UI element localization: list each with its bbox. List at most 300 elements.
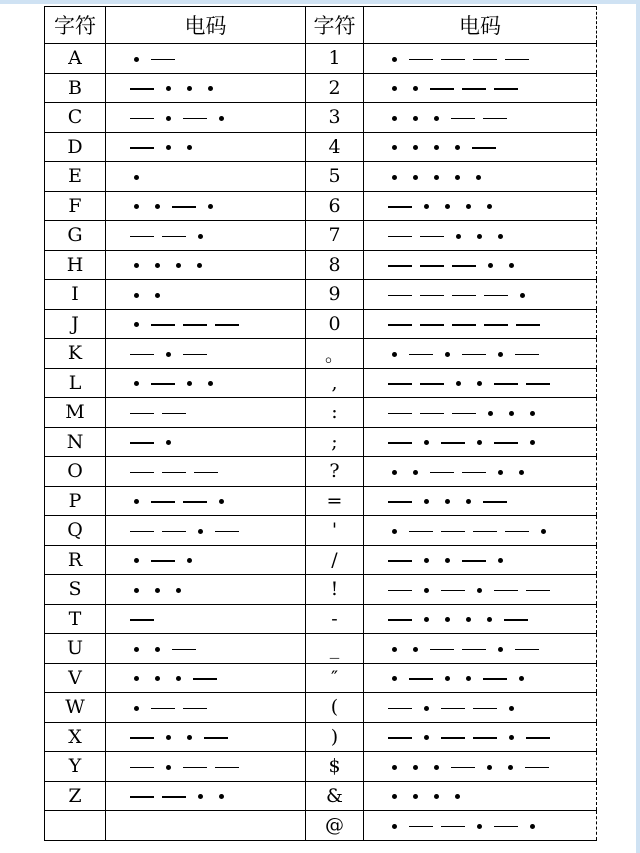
morse-dash: [183, 118, 207, 120]
morse-dot: [424, 706, 429, 711]
char-cell-right: 8: [306, 250, 364, 280]
morse-cell-right: [364, 339, 597, 369]
morse-dot: [392, 145, 397, 150]
char-cell-left: U: [45, 634, 106, 664]
morse-dash: [420, 383, 444, 385]
char-cell-left: B: [45, 73, 106, 103]
char-cell-left: J: [45, 309, 106, 339]
morse-dash: [130, 236, 154, 238]
char-cell-right: /: [306, 545, 364, 575]
morse-dash: [172, 649, 196, 651]
morse-dash: [388, 737, 412, 739]
table-row: [45, 368, 597, 398]
morse-dash: [452, 413, 476, 415]
morse-dot: [392, 794, 397, 799]
morse-dash: [452, 295, 476, 297]
morse-cell-left: [106, 663, 306, 693]
morse-cell-right: [364, 486, 597, 516]
morse-cell-right: [364, 280, 597, 310]
morse-dot: [424, 499, 429, 504]
morse-dot: [498, 647, 503, 652]
morse-dash: [441, 737, 465, 739]
morse-dash: [409, 826, 433, 828]
morse-dash: [441, 590, 465, 592]
morse-dot: [487, 617, 492, 622]
morse-dash: [525, 767, 549, 769]
morse-dash: [204, 737, 228, 739]
morse-dot: [530, 824, 535, 829]
morse-dash: [388, 206, 412, 208]
char-cell-left: A: [45, 44, 106, 74]
morse-cell-left: [106, 398, 306, 428]
char-cell-left: Z: [45, 781, 106, 811]
morse-dot: [134, 322, 139, 327]
morse-dash: [183, 324, 207, 326]
morse-dash: [388, 295, 412, 297]
morse-dot: [134, 381, 139, 386]
char-cell-left: G: [45, 221, 106, 251]
table-header-row: [45, 7, 597, 44]
table-row: [45, 457, 597, 487]
morse-dot: [392, 352, 397, 357]
morse-cell-left: [106, 339, 306, 369]
char-cell-right: ?: [306, 457, 364, 487]
char-cell-right: 7: [306, 221, 364, 251]
morse-dash: [420, 236, 444, 238]
morse-dash: [515, 354, 539, 356]
morse-dash: [516, 324, 540, 326]
morse-dash: [473, 708, 497, 710]
morse-dash: [420, 413, 444, 415]
morse-dash: [420, 324, 444, 326]
morse-dash: [505, 59, 529, 61]
morse-dot: [424, 735, 429, 740]
table-row: [45, 811, 597, 841]
table-row: [45, 73, 597, 103]
morse-dash: [151, 560, 175, 562]
morse-dash: [388, 708, 412, 710]
table-row: [45, 132, 597, 162]
char-cell-left: X: [45, 722, 106, 752]
char-cell-right: 9: [306, 280, 364, 310]
morse-dash: [452, 324, 476, 326]
morse-cell-left: [106, 634, 306, 664]
morse-dot: [424, 588, 429, 593]
morse-cell-right: [364, 132, 597, 162]
morse-cell-left: [106, 604, 306, 634]
morse-dash: [441, 826, 465, 828]
morse-cell-left: [106, 250, 306, 280]
morse-dash: [441, 708, 465, 710]
morse-dot: [455, 794, 460, 799]
morse-dot: [208, 381, 213, 386]
morse-cell-right: [364, 221, 597, 251]
morse-dot: [455, 175, 460, 180]
morse-dot: [176, 588, 181, 593]
morse-dot: [413, 116, 418, 121]
char-cell-left: W: [45, 693, 106, 723]
morse-dot: [413, 470, 418, 475]
morse-dash: [462, 88, 486, 90]
morse-cell-right: [364, 191, 597, 221]
morse-dash: [183, 501, 207, 503]
table-row: [45, 162, 597, 192]
morse-cell-left: [106, 516, 306, 546]
char-cell-left: F: [45, 191, 106, 221]
morse-dash: [494, 826, 518, 828]
morse-cell-left: [106, 44, 306, 74]
morse-cell-left: [106, 781, 306, 811]
table-row: [45, 604, 597, 634]
morse-dot: [498, 352, 503, 357]
morse-dot: [541, 529, 546, 534]
morse-dot: [166, 116, 171, 121]
char-cell-left: N: [45, 427, 106, 457]
morse-dot: [134, 706, 139, 711]
frame-right-border: [636, 0, 640, 853]
morse-dot: [466, 204, 471, 209]
morse-dot: [413, 175, 418, 180]
morse-dash: [409, 531, 433, 533]
morse-dash: [215, 324, 239, 326]
morse-dot: [166, 765, 171, 770]
morse-dot: [155, 588, 160, 593]
char-cell-left: D: [45, 132, 106, 162]
char-cell-left: V: [45, 663, 106, 693]
morse-dot: [530, 411, 535, 416]
morse-cell-left: [106, 545, 306, 575]
table-row: [45, 339, 597, 369]
table-row: [45, 280, 597, 310]
morse-dash: [494, 442, 518, 444]
morse-dash: [451, 767, 475, 769]
morse-dash: [505, 531, 529, 533]
table-row: [45, 781, 597, 811]
morse-cell-left: [106, 486, 306, 516]
morse-dot: [488, 411, 493, 416]
morse-dash: [504, 619, 528, 621]
morse-dot: [466, 617, 471, 622]
char-cell-right: ;: [306, 427, 364, 457]
morse-dash: [441, 442, 465, 444]
table-row: [45, 663, 597, 693]
char-cell-left: R: [45, 545, 106, 575]
char-cell-left: L: [45, 368, 106, 398]
morse-dash: [215, 767, 239, 769]
morse-cell-right: [364, 103, 597, 133]
morse-dot: [392, 765, 397, 770]
table-body: [45, 44, 597, 841]
morse-cell-right: [364, 752, 597, 782]
morse-dash: [172, 206, 196, 208]
morse-dash: [472, 147, 496, 149]
morse-cell-left: [106, 575, 306, 605]
morse-dash: [130, 147, 154, 149]
morse-dot: [176, 676, 181, 681]
morse-dot: [166, 440, 171, 445]
morse-cell-left: [106, 722, 306, 752]
morse-dot: [488, 263, 493, 268]
morse-dash: [130, 354, 154, 356]
morse-dash: [420, 265, 444, 267]
morse-dash: [494, 590, 518, 592]
morse-cell-left: [106, 693, 306, 723]
morse-dot: [413, 647, 418, 652]
morse-cell-left: [106, 132, 306, 162]
char-cell-right: =: [306, 486, 364, 516]
morse-dot: [166, 352, 171, 357]
morse-dash: [526, 737, 550, 739]
morse-dot: [187, 381, 192, 386]
morse-dot: [166, 735, 171, 740]
morse-dash: [388, 265, 412, 267]
morse-dot: [392, 57, 397, 62]
morse-dot: [208, 86, 213, 91]
morse-cell-right: [364, 693, 597, 723]
morse-dash: [130, 796, 154, 798]
morse-dot: [477, 440, 482, 445]
morse-dash: [162, 531, 186, 533]
morse-dot: [519, 470, 524, 475]
morse-dot: [445, 499, 450, 504]
morse-cell-right: [364, 368, 597, 398]
morse-dash: [151, 501, 175, 503]
morse-dash: [193, 678, 217, 680]
morse-cell-left: [106, 309, 306, 339]
morse-dot: [413, 86, 418, 91]
morse-dot: [413, 794, 418, 799]
morse-dash: [388, 560, 412, 562]
morse-dash: [451, 118, 475, 120]
morse-cell-right: [364, 634, 597, 664]
morse-cell-right: [364, 44, 597, 74]
morse-dash: [526, 590, 550, 592]
morse-dot: [134, 57, 139, 62]
morse-dash: [388, 324, 412, 326]
char-cell-left: S: [45, 575, 106, 605]
morse-dot: [219, 794, 224, 799]
char-cell-left: [45, 811, 106, 841]
morse-dot: [434, 116, 439, 121]
morse-cell-right: [364, 604, 597, 634]
morse-dash: [462, 649, 486, 651]
morse-dot: [392, 175, 397, 180]
morse-dot: [208, 204, 213, 209]
morse-dash: [473, 531, 497, 533]
morse-cell-left: [106, 752, 306, 782]
morse-code-table: [44, 6, 597, 841]
morse-dash: [483, 501, 507, 503]
morse-dot: [445, 676, 450, 681]
morse-dot: [498, 470, 503, 475]
morse-dot: [498, 234, 503, 239]
morse-dot: [434, 765, 439, 770]
morse-cell-right: [364, 457, 597, 487]
char-cell-right: 5: [306, 162, 364, 192]
morse-dash: [388, 501, 412, 503]
morse-dash: [151, 324, 175, 326]
morse-dash: [452, 265, 476, 267]
table-row: [45, 693, 597, 723]
char-cell-right: ): [306, 722, 364, 752]
morse-dot: [187, 145, 192, 150]
morse-dash: [151, 59, 175, 61]
char-cell-right: -: [306, 604, 364, 634]
char-cell-left: I: [45, 280, 106, 310]
char-cell-right: 3: [306, 103, 364, 133]
morse-dash: [130, 737, 154, 739]
char-cell-left: M: [45, 398, 106, 428]
morse-dash: [494, 88, 518, 90]
table-row: [45, 516, 597, 546]
morse-dot: [509, 411, 514, 416]
morse-dash: [162, 796, 186, 798]
char-cell-right: 0: [306, 309, 364, 339]
morse-dot: [392, 116, 397, 121]
char-cell-left: H: [45, 250, 106, 280]
morse-cell-right: [364, 73, 597, 103]
table-row: [45, 103, 597, 133]
morse-dash: [183, 354, 207, 356]
morse-dot: [445, 352, 450, 357]
morse-cell-right: [364, 663, 597, 693]
char-cell-right: _: [306, 634, 364, 664]
morse-dash: [130, 767, 154, 769]
table-row: [45, 486, 597, 516]
table-row: [45, 191, 597, 221]
header-code-right: 电码: [364, 7, 597, 44]
char-cell-left: C: [45, 103, 106, 133]
morse-dash: [388, 590, 412, 592]
morse-dot: [424, 558, 429, 563]
morse-dash: [441, 531, 465, 533]
morse-dash: [484, 295, 508, 297]
char-cell-right: 4: [306, 132, 364, 162]
morse-dash: [388, 619, 412, 621]
morse-dash: [430, 88, 454, 90]
morse-cell-left: [106, 427, 306, 457]
morse-cell-left: [106, 103, 306, 133]
morse-dot: [187, 558, 192, 563]
morse-cell-right: [364, 398, 597, 428]
morse-dot: [176, 263, 181, 268]
morse-cell-right: [364, 811, 597, 841]
morse-cell-left: [106, 191, 306, 221]
morse-dash: [151, 383, 175, 385]
morse-dash: [194, 472, 218, 474]
morse-dash: [430, 649, 454, 651]
morse-dash: [388, 413, 412, 415]
morse-dash: [151, 708, 175, 710]
morse-dash: [183, 767, 207, 769]
char-cell-right: 。: [306, 339, 364, 369]
morse-dot: [219, 116, 224, 121]
morse-dash: [409, 59, 433, 61]
morse-dot: [477, 824, 482, 829]
char-cell-left: O: [45, 457, 106, 487]
morse-dot: [530, 440, 535, 445]
morse-dot: [219, 499, 224, 504]
morse-dot: [445, 204, 450, 209]
morse-cell-right: [364, 162, 597, 192]
morse-dot: [509, 706, 514, 711]
morse-dash: [162, 472, 186, 474]
morse-cell-left: [106, 811, 306, 841]
morse-dash: [183, 708, 207, 710]
header-code-left: 电码: [106, 7, 306, 44]
morse-dot: [392, 86, 397, 91]
morse-dot: [424, 440, 429, 445]
morse-dot: [134, 676, 139, 681]
char-cell-right: ': [306, 516, 364, 546]
char-cell-left: P: [45, 486, 106, 516]
morse-dash: [130, 88, 154, 90]
morse-dot: [392, 470, 397, 475]
morse-dash: [526, 383, 550, 385]
morse-dash: [462, 354, 486, 356]
morse-dash: [162, 413, 186, 415]
morse-dash: [409, 678, 433, 680]
morse-dash: [462, 472, 486, 474]
morse-dot: [434, 175, 439, 180]
header-char-left: 字符: [45, 7, 106, 44]
morse-dot: [166, 145, 171, 150]
char-cell-left: Y: [45, 752, 106, 782]
morse-dot: [466, 499, 471, 504]
morse-dash: [494, 383, 518, 385]
morse-dot: [392, 676, 397, 681]
morse-dash: [130, 472, 154, 474]
morse-dash: [130, 442, 154, 444]
morse-dot: [198, 794, 203, 799]
morse-dot: [155, 676, 160, 681]
morse-dash: [130, 619, 154, 621]
morse-dot: [413, 145, 418, 150]
frame-top-border: [0, 0, 640, 4]
morse-dot: [187, 735, 192, 740]
morse-dot: [424, 204, 429, 209]
morse-dot: [134, 647, 139, 652]
char-cell-left: E: [45, 162, 106, 192]
char-cell-right: ″: [306, 663, 364, 693]
morse-cell-right: [364, 250, 597, 280]
table-row: [45, 634, 597, 664]
morse-dash: [441, 59, 465, 61]
char-cell-right: 2: [306, 73, 364, 103]
morse-dash: [409, 354, 433, 356]
morse-dash: [473, 737, 497, 739]
morse-cell-right: [364, 545, 597, 575]
morse-dot: [477, 588, 482, 593]
morse-dot: [456, 234, 461, 239]
morse-dash: [130, 118, 154, 120]
table-row: [45, 398, 597, 428]
morse-cell-left: [106, 368, 306, 398]
table-row: [45, 250, 597, 280]
morse-cell-right: [364, 781, 597, 811]
morse-cell-right: [364, 722, 597, 752]
morse-dot: [455, 145, 460, 150]
morse-cell-left: [106, 221, 306, 251]
morse-dash: [483, 118, 507, 120]
morse-dash: [388, 383, 412, 385]
table-row: [45, 575, 597, 605]
morse-dash: [473, 59, 497, 61]
header-char-right: 字符: [306, 7, 364, 44]
char-cell-right: (: [306, 693, 364, 723]
morse-dot: [134, 263, 139, 268]
morse-cell-left: [106, 162, 306, 192]
